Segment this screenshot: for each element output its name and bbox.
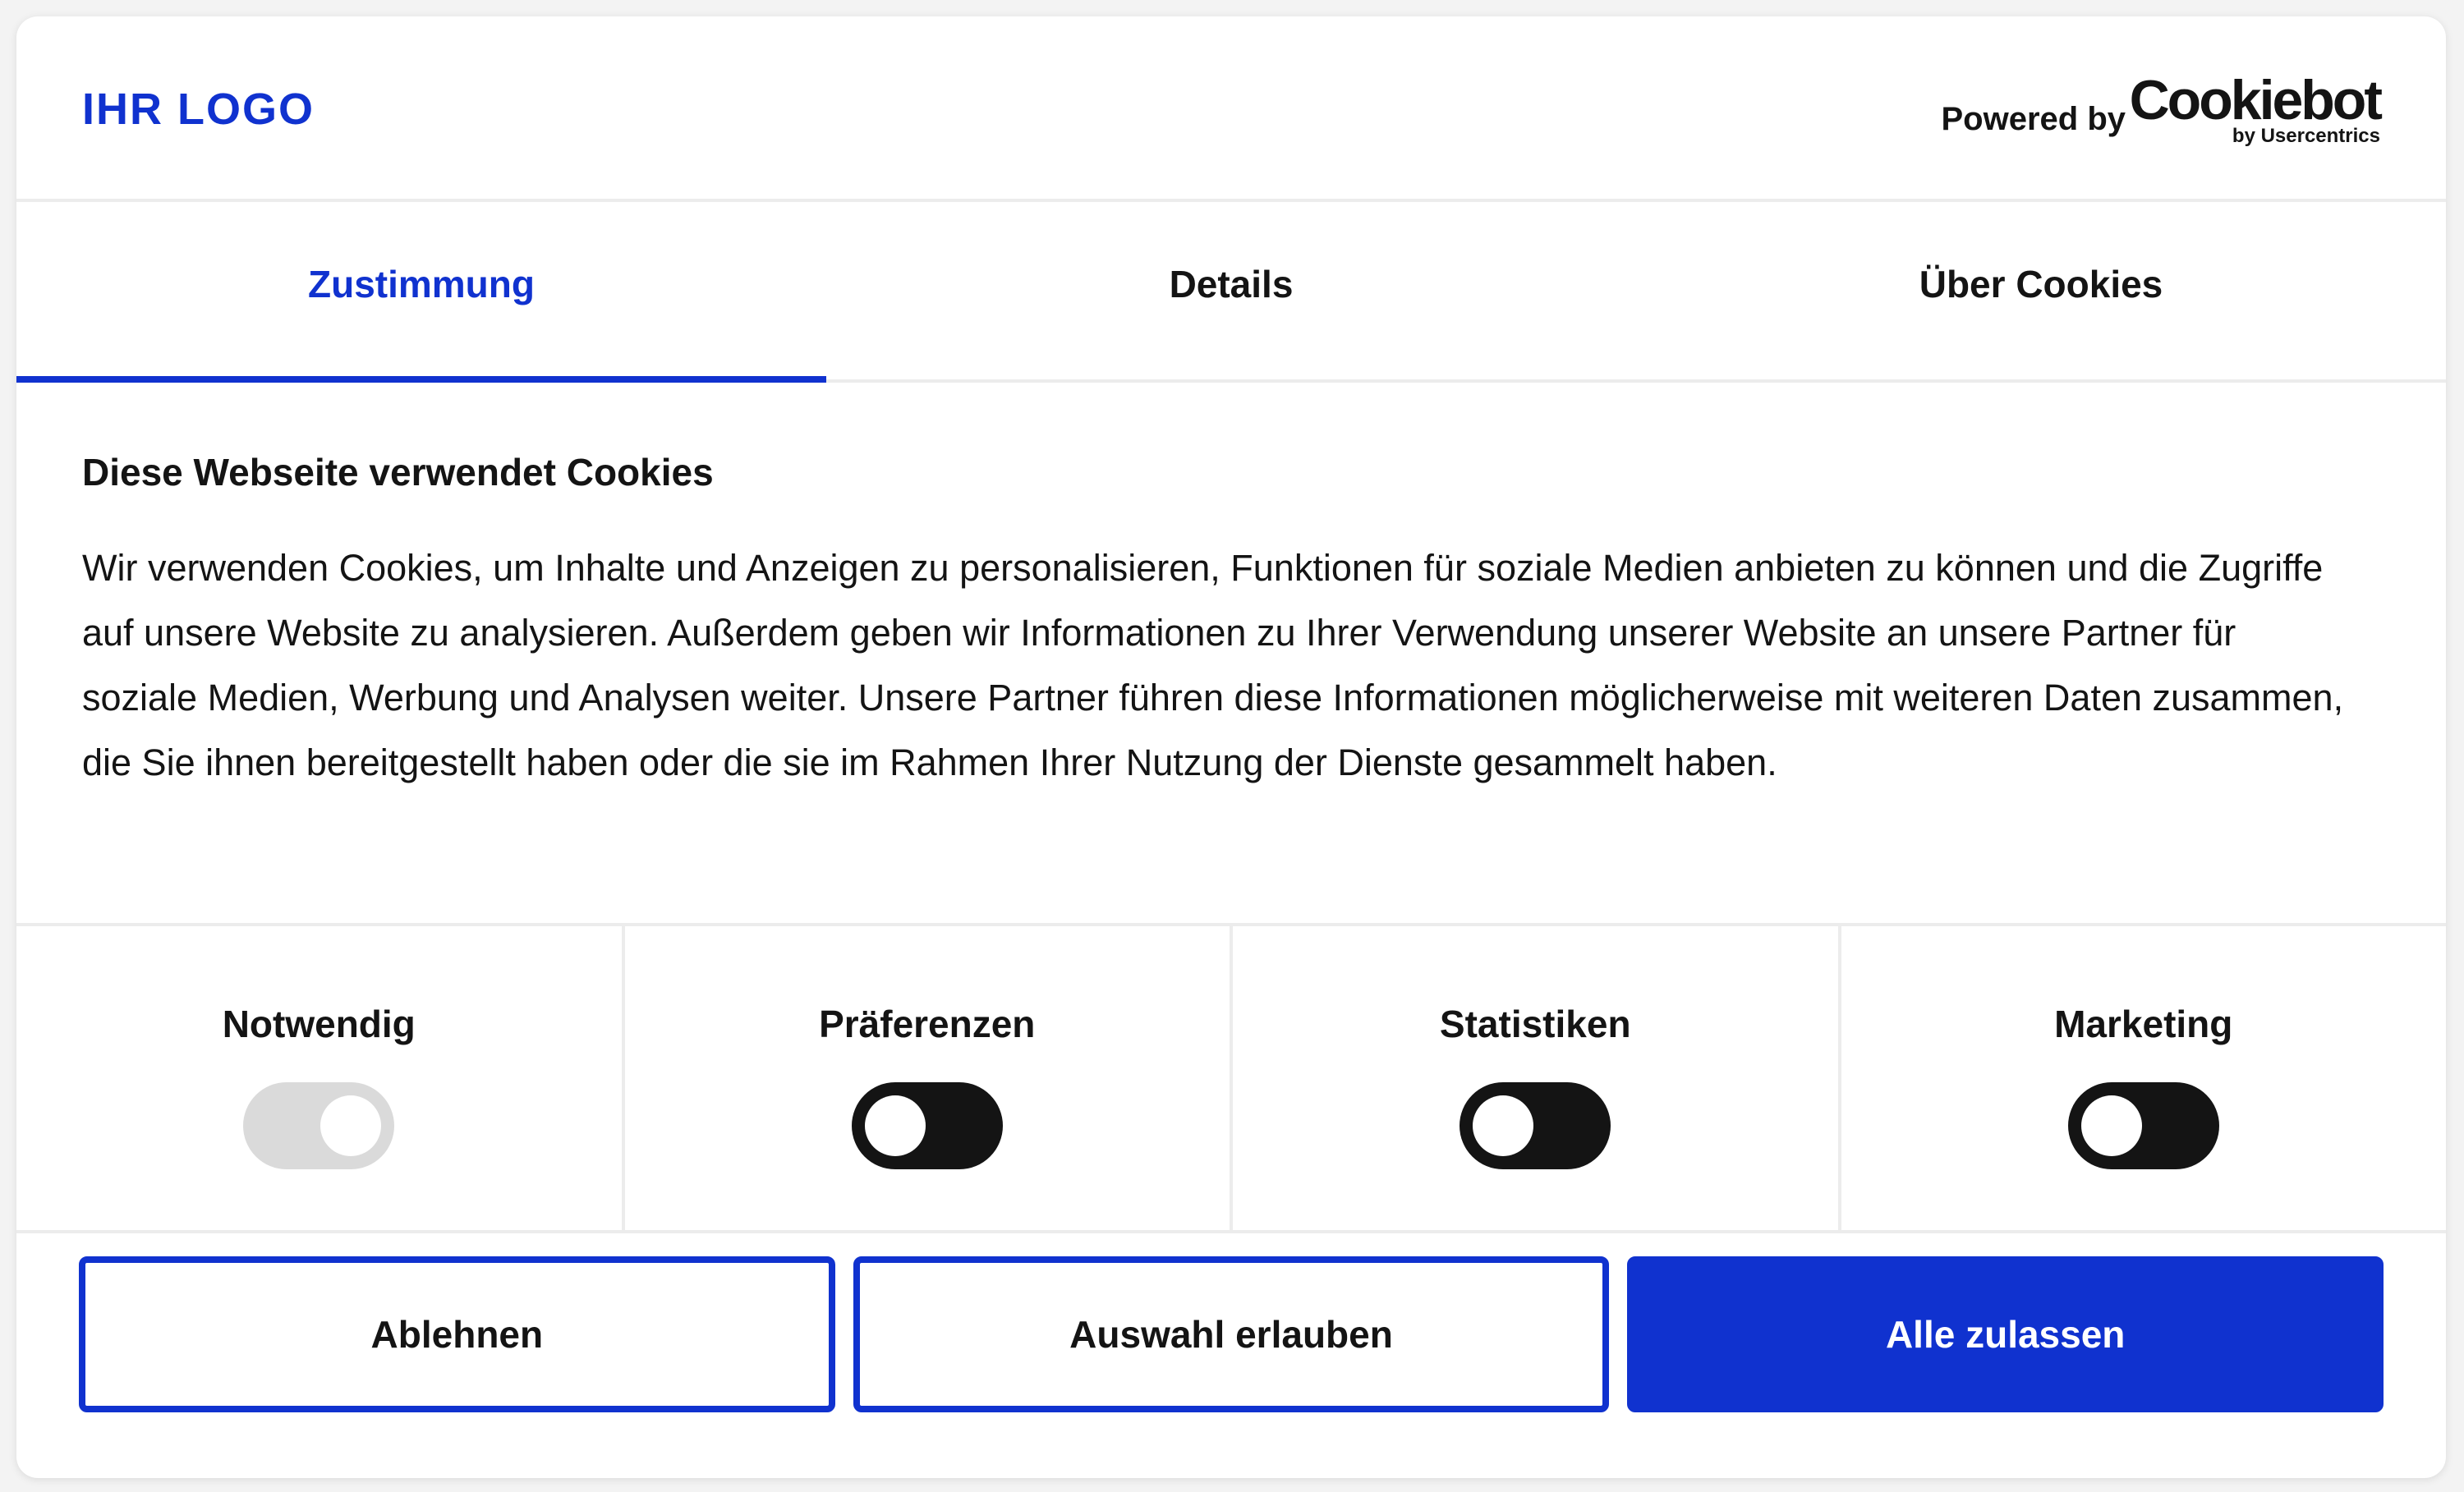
tab-zustimmung[interactable]: Zustimmung — [16, 202, 826, 379]
cookiebot-logo — [2129, 69, 2380, 148]
toggle-praeferenzen[interactable] — [852, 1082, 1003, 1169]
cookiebot-name: Cookiebot — [2129, 69, 2380, 131]
allow-selection-button[interactable]: Auswahl erlauben — [853, 1256, 1610, 1412]
category-label: Statistiken — [1439, 1003, 1631, 1045]
tab-details[interactable]: Details — [1169, 263, 1294, 305]
category-praeferenzen — [625, 926, 1234, 1230]
toggle-knob — [865, 1095, 926, 1156]
powered-by-label: Powered by — [1941, 100, 2126, 137]
cookie-categories — [16, 923, 2446, 1233]
toggle-knob — [320, 1095, 381, 1156]
category-marketing — [1841, 926, 2447, 1230]
content-body: Wir verwenden Cookies, um Inhalte und Anzeigen zu personalisieren, Funktionen für soziale Medien anbieten zu können und die Zugriffe auf unsere Website zu analysieren. Außerdem geben wir Informationen zu Ihrer Verwendung unserer Website an unsere Partner für soziale Medien, Werbung und Analysen weiter. Unsere Partner führen diese Informationen möglicherweise mit weiteren Daten zusammen, die Sie ihnen bereitgestellt haben oder die sie im Rahmen Ihrer Nutzung der Dienste gesammelt haben. — [82, 547, 2344, 783]
category-label: Präferenzen — [819, 1003, 1036, 1045]
allow-all-button[interactable]: Alle zulassen — [1627, 1256, 2384, 1412]
category-notwendig — [16, 926, 625, 1230]
cookiebot-sub: by Usercentrics — [2232, 125, 2380, 147]
toggle-marketing[interactable] — [2068, 1082, 2219, 1169]
toggle-knob — [1473, 1095, 1533, 1156]
powered-by[interactable] — [1941, 69, 2380, 148]
content-title: Diese Webseite verwendet Cookies — [82, 451, 714, 494]
toggle-notwendig — [243, 1082, 394, 1169]
consent-content — [82, 450, 2356, 795]
toggle-knob — [2081, 1095, 2142, 1156]
brand-logo: IHR LOGO — [82, 85, 315, 134]
tab-ueber-cookies[interactable]: Über Cookies — [1919, 263, 2163, 305]
dialog-header — [16, 16, 2446, 202]
toggle-statistiken[interactable] — [1460, 1082, 1611, 1169]
category-label: Marketing — [2054, 1003, 2233, 1045]
action-buttons — [79, 1256, 2384, 1412]
tab-bar — [16, 202, 2446, 383]
cookie-consent-dialog — [16, 16, 2446, 1478]
category-statistiken — [1233, 926, 1841, 1230]
category-label: Notwendig — [222, 1003, 416, 1045]
decline-button[interactable]: Ablehnen — [79, 1256, 835, 1412]
